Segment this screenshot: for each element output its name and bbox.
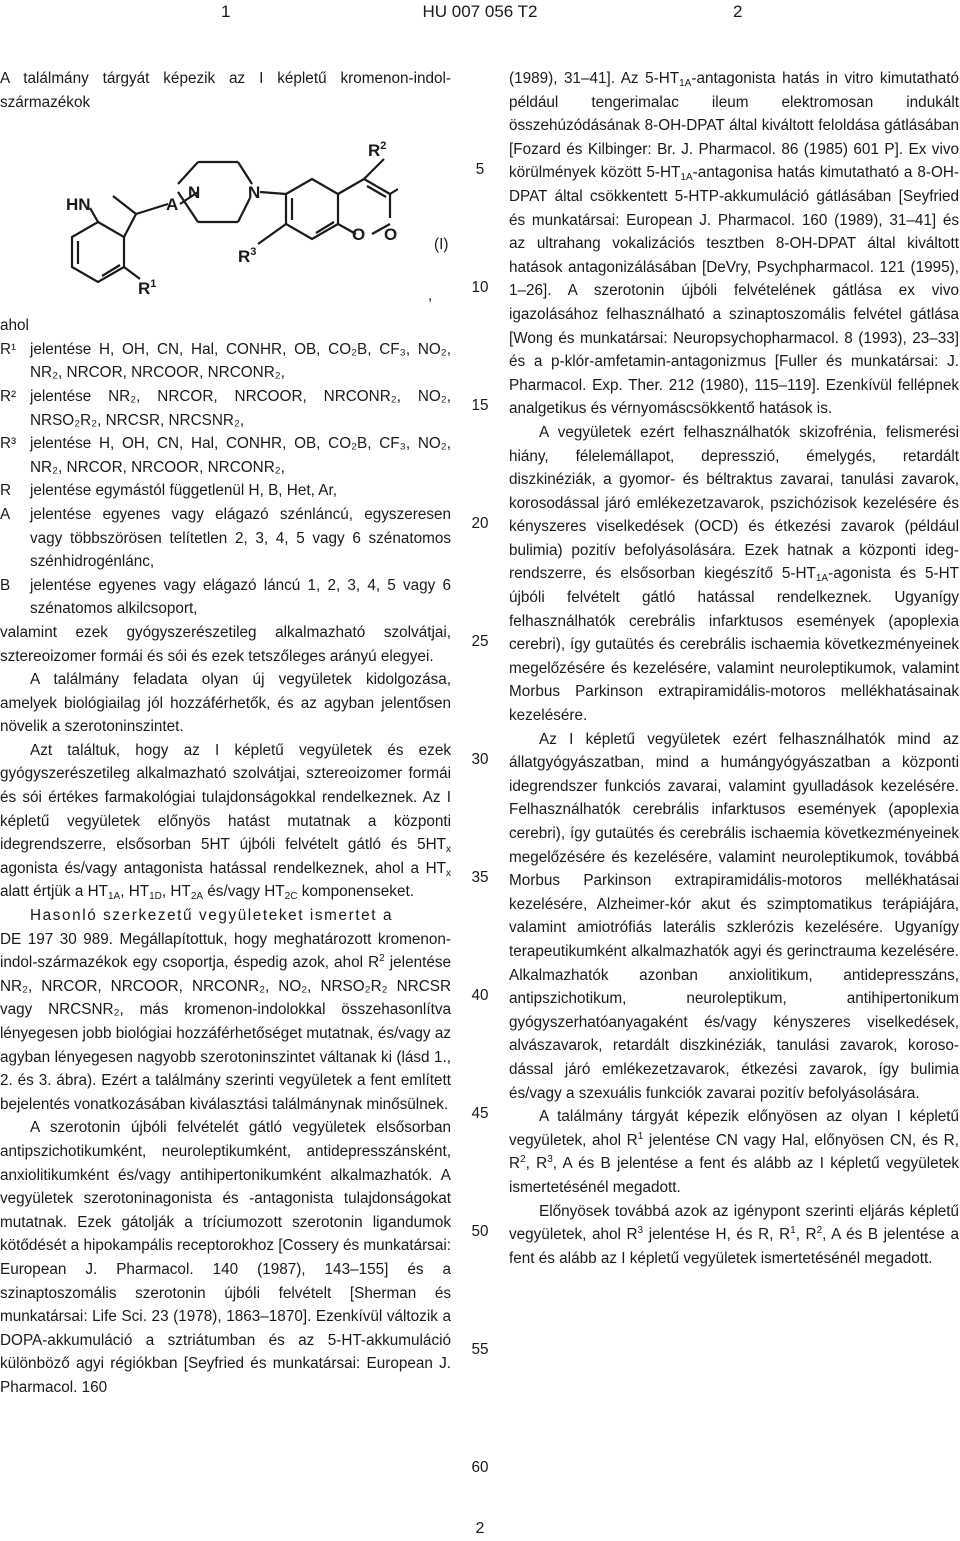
line-number: 5 — [475, 161, 485, 178]
indole-benzene-ring — [72, 222, 124, 282]
atom-r2: $R^2$ — [368, 140, 387, 161]
def-r1: R¹ jelentése H, OH, CN, Hal, CONHR, OB, CO₂B, CF₃, NO₂, NR₂, NRCOR, NRCOOR, NRCONR₂, — [0, 340, 451, 382]
line-number: 25 — [471, 633, 489, 650]
formula-comma: , — [428, 287, 433, 305]
right-column — [509, 67, 959, 1270]
atom-n2: N — [248, 183, 261, 203]
paragraph-hasonlo-line1: Hasonló szerkezetű vegyületeket ismertet a — [30, 907, 394, 925]
footer-page-number: 2 — [475, 1520, 485, 1537]
atom-hn: HN — [66, 195, 91, 215]
line-number: 55 — [471, 1341, 489, 1358]
atom-n1: N — [188, 183, 201, 203]
paragraph-allatgyogyaszat: Az I képletű vegyületek ezért felhasználhatók mind az állatgyógyászatban, mind a humángyógyászatban a központi idegrendszer funkciós zavarai, valamint gyulladások kezelésére. Felhasználhatók cerebrális infarktusos események (apoplexia cerebri), így gutaütés és cerebrális ischaemia következményeinek megelőzésére és kezelésére, valamint neuroleptikumok, továbbá Morbus Parkinson extrapiramidális-motoros mellékhatásai kezelésére, Alzheimer-kór akut és szimptomatikus terápiájára, valamint amiotrófiás laterális szklerózis kezelésére. Ugyanígy terapeutikumként alkalmazhatók agyi és gerinctrauma kezelésére. Alkalmazhatók azonban anxiolitikum, antidepresszáns, antipszichotikum, neuroleptikum, antihipertonikum gyógyszerhatóanyagaként és/vagy kényszeres viselkedések, alvászavarok, retardált diszkinéziák, tanulási zavarok, korosodással járó emlékezetzavarok, étkezési zavarok, így bulimia és/vagy a szexuális funkciók zavarai pozitív befolyásolására. — [509, 730, 959, 1102]
atom-r1: $R^1$ — [138, 278, 157, 299]
line-number: 30 — [471, 751, 489, 768]
line-number: 35 — [471, 869, 489, 886]
formula-structure — [58, 114, 398, 314]
intro-paragraph: A találmány tárgyát képezik az I képletű kromenon-indol-származékok — [0, 70, 451, 111]
def-r3: R³ jelentése H, OH, CN, Hal, CONHR, OB, CO₂B, CF₃, NO₂, NR₂, NRCOR, NRCOOR, NRCONR₂, — [0, 435, 451, 476]
paragraph-elonyosen: A találmány tárgyát képezik előnyösen az olyan I képletű vegyületek, ahol $R^1$ jelentése CN vagy Hal, előnyösen CN, és R, $R^2$, $R^3$, A és B jelentése a fent és alább az I képletű vegyületek ismertetésénél megadott. — [509, 1108, 960, 1196]
def-a: A jelentése egyenes vagy elágazó szénláncú, egyszeresen vagy többszörösen telítetlen 2, 3, 4, 5 vagy 6 szénatomos szénhidrogénlánc, — [0, 505, 451, 571]
paragraph-szerotonin: A szerotonin újbóli felvételét gátló vegyületek elsősorban antipszichotikumként, neuroleptikumként, antidepresszánsként, anxiolitikumként és/vagy antihipertonikumként alkalmazhatók. A vegyületek szerotoninagonista és -antagonista tulajdonságokat mutatnak. Ezek gátolják a tríciumozott szerotonin ligandumok kötődését a hipokampális receptorokhoz [Cossery és munkatársai: European J. Pharmacol. 140 (1987), 143–155] és a szinaptoszomális szerotonin újbóli felvételt [Sherman és munkatársai: Life Sci. 23 (1978), 1863–1870]. Ezenkívül változik a DOPA-akkumuláció a sztriátumban és az 5-HT-akkumuláció különböző agyi régiókban [Seyfried és munkatársai: European J. Pharmacol. 160 — [0, 1119, 451, 1396]
document-id: HU 007 056 T2 — [422, 2, 538, 21]
line-number: 20 — [471, 515, 489, 532]
chemical-formula — [0, 114, 451, 314]
page-number-right: 2 — [733, 2, 743, 21]
paragraph-valamint: valamint ezek gyógyszerészetileg alkalmazható szolvátjai, sztereoizomer formái és sói és ezek tetszőleges arányú elegyei. — [0, 623, 451, 665]
ahol-label: ahol — [0, 317, 29, 335]
line-number: 50 — [471, 1223, 489, 1240]
atom-o-carbonyl: O — [384, 225, 398, 245]
paragraph-antagonista: (1989), 31–41]. Az $5-HT_{1A}$-antagonista hatás in vitro kimutatható például tengerimalac ileum elektromosan indukált összehúzódásának 8-OH-DPAT által kiváltott feloldása gátlásában [Fozard és Kilbinger: Br. J. Pharmacol. 86 (1985) 601 P]. Ex vivo körülmények között $5-HT_{1A}$-antagonisa hatás kimutatható a 8-OH-DPAT által csökkentett 5-HTP-akkumuláció gátlásában [Seyfried és munkatársai: European J. Pharmacol. 160 (1989), 31–41] és az ultrahang vokalizációs tesztben 8-OH-DPAT által kiváltott hatások antagonizálásában [DeVry, Psychpharmacol. 121 (1995), 1–26]. A szerotonin újbóli felvételének gátlása ex vivo igazolásához felhasználható a szinaptoszomális felvétel gátlása [Wong és munkatársai: Neuropsychopharmacol. 8 (1993), 23–33] és a p-klór-amfetamin-antagonizmus [Fuller és munkatársai: J. Pharmacol. Exp. Ther. 212 (1980), 115–119]. Ezenkívül fellépnek analgetikus és vérnyomáscsökkentő hatások is. — [509, 70, 959, 418]
line-number: 15 — [471, 397, 489, 414]
def-r: R jelentése egymástól függetlenül H, B, Het, Ar, — [0, 482, 337, 500]
atom-r3: $R^3$ — [238, 246, 257, 267]
line-number: 40 — [471, 987, 489, 1004]
chromenone-benzene-ring — [286, 179, 338, 239]
page-number-left: 1 — [221, 2, 231, 21]
line-number: 10 — [471, 279, 489, 296]
def-b: B jelentése egyenes vagy elágazó láncú 1, 2, 3, 4, 5 vagy 6 szénatomos alkilcsoport, — [0, 576, 451, 618]
line-number: 45 — [471, 1105, 489, 1122]
atom-a: A — [166, 195, 179, 215]
paragraph-azt-talaltuk: Azt találtuk, hogy az I képletű vegyületek és ezek gyógyszerészetileg alkalmazható szolvátjai, sztereoizomer formái és sói értékes farmakológiai tulajdonságokkal rendelkeznek. Az I képletű vegyületek előnyös hatást mutatnak a központi idegrendszerre, elsősorban 5HT újbóli felvételt gátló és $5HT_x$ agonista és/vagy antagonista hatással rendelkeznek, ahol a $HT_x$ alatt értjük a $HT_{1A}$, $HT_{1D}$, $HT_{2A}$ és/vagy $HT_{2C}$ komponenseket. — [0, 741, 451, 903]
line-number: 60 — [471, 1459, 489, 1476]
left-column — [0, 67, 451, 1400]
formula-label: (I) — [434, 236, 449, 254]
paragraph-felhasznalhatok: A vegyületek ezért felhasználhatók skizofrénia, felismerési hiány, félelemállapot, depresszió, émelygés, retardált diszkinéziák, a gyomor- és béltraktus zavarai, tanulási zavarok, korosodással járó emlékezetzavarok, pszichózisok kezelésére és kényszeres viselkedések (OCD) és étkezési zavarok (például bulimia) pozitív befolyásolására. Ezek hatnak a központi idegrendszerre, és elsősorban kiegészítő $5-HT_{1A}$-agonista és 5-HT újbóli felvételt gátló hatással rendelkeznek. Ugyanígy felhasználhatók cerebrális infarktusos események (apoplexia cerebri), így gutaütés és cerebrális ischaemia következményeinek megelőzésére és kezelésére, valamint neuroleptikumok, valamint Morbus Parkinson extrapiramidális-motoros mellékhatásainak kezelésére. — [509, 423, 959, 725]
paragraph-elonyosek-tovabba: Előnyösek továbbá azok az igénypont szerinti eljárás képletű vegyületek, ahol $R^3$ jelentése H, és R, $R^1$, $R^2$, A és B jelentése a fent és alább az I képletű vegyületek ismertetésénél megadott. — [509, 1202, 959, 1267]
def-r2: R² jelentése NR₂, NRCOR, NRCOOR, NRCONR₂, NO₂, NRSO₂R₂, NRCSR, NRCSNR₂, — [0, 387, 451, 429]
paragraph-feladat: A találmány feladata olyan új vegyületek kidolgozása, amelyek biológiailag jól hozzáférhetők, és az agyban jelentősen növelik a szerotoninszintet. — [0, 671, 451, 736]
paragraph-hasonlo: DE 197 30 989. Megállapítottuk, hogy meghatározott kromenon-indol-származékok egy csoportja, éspedig azok, ahol $R^2$ jelentése NR₂, NRCOR, NRCOOR, NRCONR₂, NO₂, NRSO₂R₂ NRCSR vagy NRCSNR₂, más kromenon-indolokkal összehasonlítva lényegesen jobb biológiai hozzáférhetőséget mutatnak, és/vagy az agyban lényegesen nagyobb szerotoninszintet váltanak ki (lásd 1., 2. és 3. ábra). Ezért a találmány szerinti vegyületek a fent említett bejelentés vonatkozásában kiválasztási találmánynak minősülnek. — [0, 930, 452, 1113]
atom-o-ring: O — [352, 225, 366, 245]
